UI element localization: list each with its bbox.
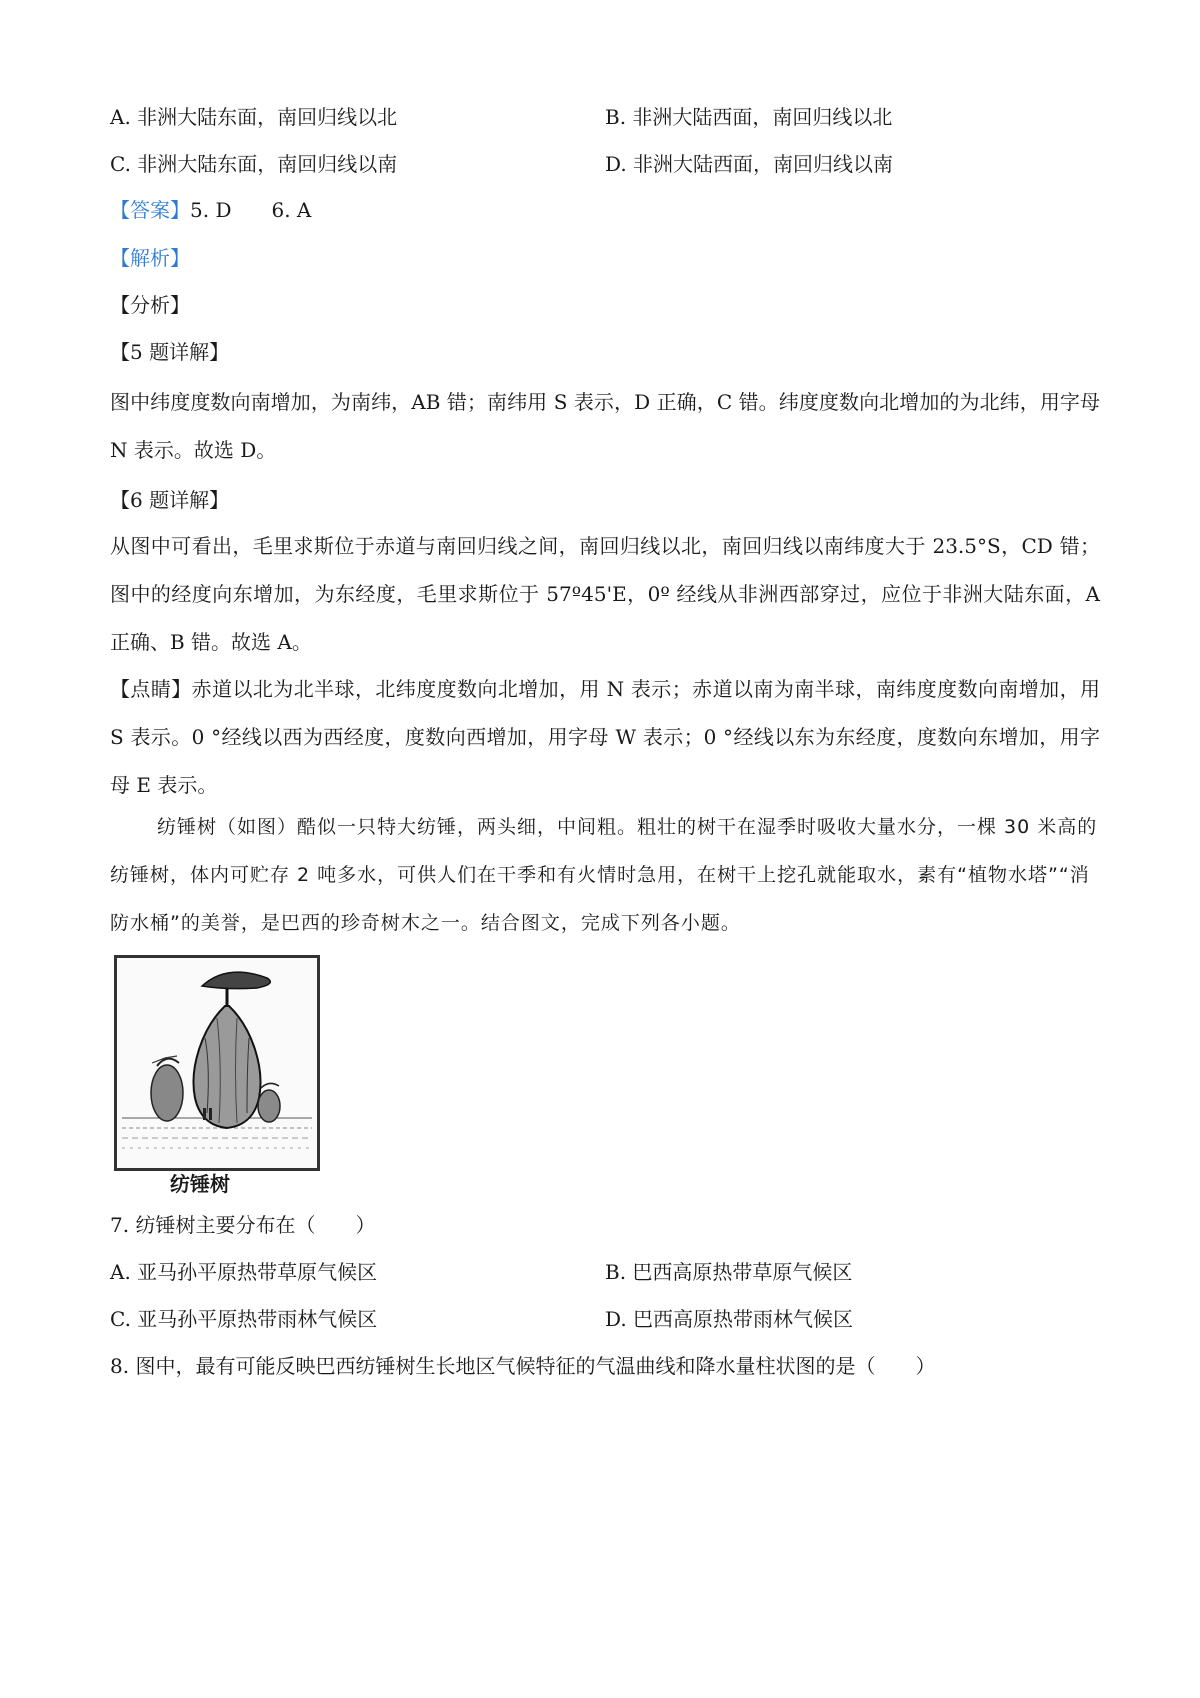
q7-option-c: C. 亚马孙平原热带雨林气候区: [110, 1307, 378, 1331]
q6-option-d: D. 非洲大陆西面，南回归线以南: [605, 152, 894, 176]
q5-detail-label: 【5 题详解】: [110, 340, 230, 364]
q6-detail-label: 【6 题详解】: [110, 488, 230, 512]
bottle-tree-figure: [114, 955, 320, 1171]
q7-option-a: A. 亚马孙平原热带草原气候区: [110, 1260, 378, 1284]
dianjing-label: 【点睛】: [110, 677, 192, 701]
dianjing-text: 赤道以北为北半球，北纬度度数向北增加，用 N 表示；赤道以南为南半球，南纬度度数向南增加，用 S 表示。0 °经线以西为西经度，度数向西增加，用字母 W 表示；0 °经线以东为东经度，度数向东增加，用字母 E 表示。: [110, 677, 1101, 797]
q6-option-c: C. 非洲大陆东面，南回归线以南: [110, 152, 398, 176]
answer-text: 5. D 6. A: [190, 198, 312, 222]
figure-caption: 纺锤树: [170, 1172, 230, 1196]
q7-option-b: B. 巴西高原热带草原气候区: [605, 1260, 853, 1284]
dianjing-paragraph: [110, 665, 1100, 809]
q7-stem: 7. 纺锤树主要分布在（ ）: [110, 1213, 376, 1237]
q7-option-d: D. 巴西高原热带雨林气候区: [605, 1307, 854, 1331]
q6-detail-text: 从图中可看出，毛里求斯位于赤道与南回归线之间，南回归线以北，南回归线以南纬度大于 23.5°S，CD 错；图中的经度向东增加，为东经度，毛里求斯位于 57º45'E，0º 经线从非洲西部穿过，应位于非洲大陆东面，A 正确、B 错。故选 A。: [110, 534, 1100, 654]
answer-label: 【答案】: [110, 198, 190, 222]
q8-stem: 8. 图中，最有可能反映巴西纺锤树生长地区气候特征的气温曲线和降水量柱状图的是（ ）: [110, 1354, 936, 1378]
analysis-label: 【解析】: [110, 246, 190, 270]
fenxi-label: 【分析】: [110, 293, 190, 317]
answer-line: [110, 196, 311, 224]
q5-detail-text: 图中纬度度数向南增加，为南纬，AB 错；南纬用 S 表示，D 正确，C 错。纬度度数向北增加的为北纬，用字母 N 表示。故选 D。: [110, 390, 1100, 462]
q6-option-b: B. 非洲大陆西面，南回归线以北: [605, 105, 893, 129]
q6-option-a: A. 非洲大陆东面，南回归线以北: [110, 105, 398, 129]
bottle-tree-illustration: [117, 958, 317, 1168]
intro-paragraph: 纺锤树（如图）酷似一只特大纺锤，两头细，中间粗。粗壮的树干在湿季时吸收大量水分，一棵 30 米高的纺锤树，体内可贮存 2 吨多水，可供人们在干季和有火情时急用，在树干上挖孔就能取水，素有“植物水塔”“消防水桶”的美誉，是巴西的珍奇树木之一。结合图文，完成下列各小题。: [110, 816, 1098, 934]
